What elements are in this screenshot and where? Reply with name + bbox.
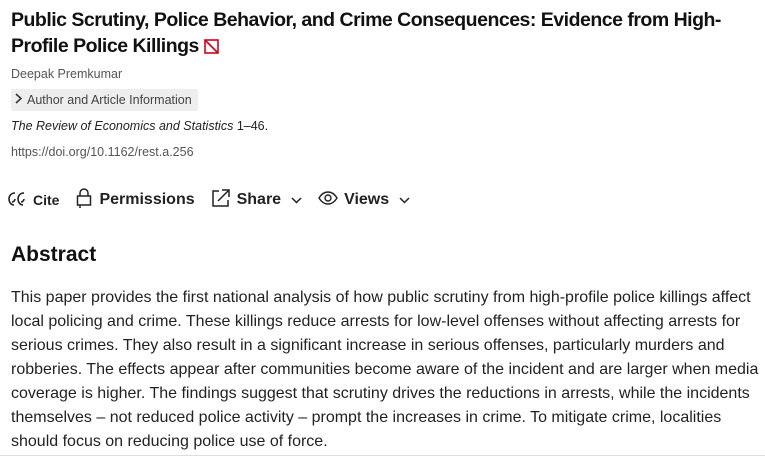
eye-icon: [318, 191, 338, 210]
permissions-label: Permissions: [99, 191, 195, 208]
author-name[interactable]: Deepak Premkumar: [11, 67, 123, 81]
share-icon: [211, 188, 231, 213]
chevron-down-icon: [291, 191, 302, 209]
info-toggle-label: Author and Article Information: [27, 93, 192, 107]
share-label: Share: [236, 191, 282, 208]
article-toolbar: [7, 187, 426, 213]
cite-label: Cite: [33, 192, 60, 208]
quote-icon: [7, 190, 27, 211]
page-range: 1–46.: [236, 119, 269, 133]
chevron-right-icon: [15, 93, 22, 107]
open-access-icon[interactable]: [204, 35, 219, 61]
views-button[interactable]: [318, 191, 410, 210]
abstract-heading: Abstract: [11, 243, 97, 266]
permissions-button[interactable]: [75, 188, 194, 213]
article-title-text: Public Scrutiny, Police Behavior, and Crime Consequences: Evidence from High-Profile Police Killings: [11, 9, 721, 57]
permissions-icon: [75, 188, 93, 213]
cite-button[interactable]: [7, 190, 59, 211]
author-article-info-toggle[interactable]: [11, 89, 198, 111]
article-title: [11, 7, 751, 61]
share-button[interactable]: [211, 188, 302, 213]
divider: [0, 455, 765, 456]
journal-name: The Review of Economics and Statistics: [11, 119, 234, 133]
chevron-down-icon: [399, 191, 410, 209]
citation-line: [11, 119, 268, 133]
doi-link[interactable]: https://doi.org/10.1162/rest.a.256: [11, 145, 194, 159]
abstract-text: This paper provides the first national analysis of how public scrutiny from high-profile police killings affect local policing and crime. These killings reduce arrests for low-level offenses without affecting arrests for serious crimes. They also result in a significant increase in serious offenses, particularly murders and robberies. The effects appear after communities become aware of the incident and are larger when media coverage is higher. The findings suggest that scrutiny drives the reductions in arrests, while the incidents themselves – not reduced police activity – prompt the increases in crime. To mitigate crime, localities should focus on reducing police use of force.: [11, 289, 759, 450]
views-label: Views: [344, 191, 390, 208]
